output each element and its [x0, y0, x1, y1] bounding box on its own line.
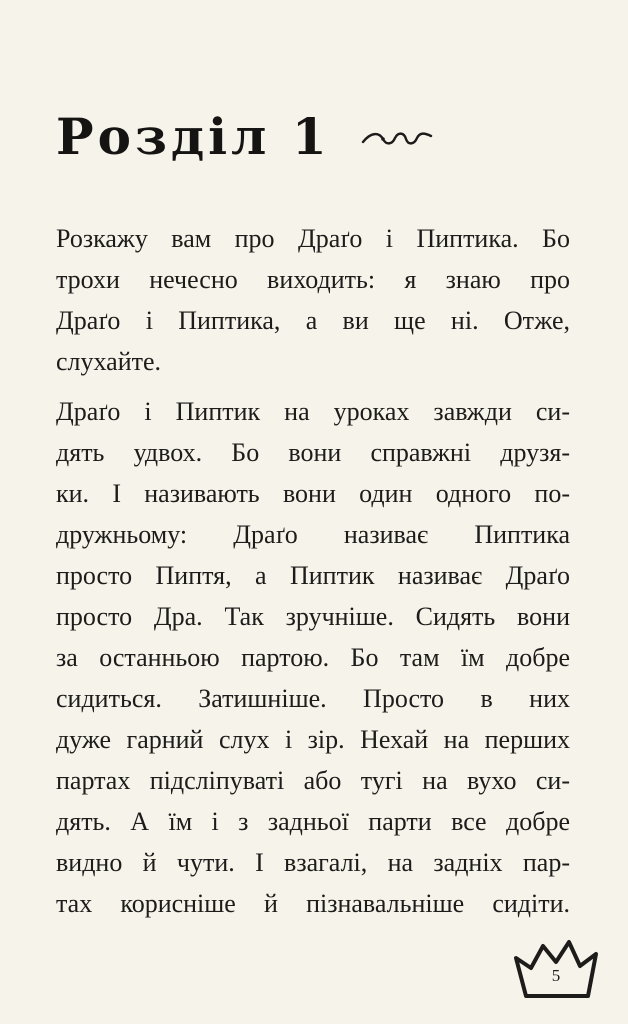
text-line: Драґо і Пиптика, а ви ще ні. Отже, — [56, 306, 570, 335]
page-number-badge — [510, 932, 602, 1002]
text-line: дружньому: Драґо називає Пиптика — [56, 520, 570, 549]
text-line: дять. А їм і з задньої парти все добре — [56, 807, 570, 836]
chapter-title: Розділ 1 — [56, 107, 331, 166]
text-line: партах підсліпуваті або тугі на вухо си- — [56, 766, 570, 795]
page-number: 5 — [551, 966, 561, 985]
text-line: ки. І називають вони один одного по- — [56, 479, 570, 508]
text-line: просто Пиптя, а Пиптик називає Драґо — [56, 561, 570, 590]
paragraph-2 — [56, 391, 570, 924]
flourish-icon — [361, 127, 433, 151]
chapter-heading — [56, 107, 433, 166]
text-line: дять удвох. Бо вони справжні друзя- — [56, 438, 570, 467]
text-line: видно й чути. І взагалі, на задніх пар- — [56, 848, 570, 877]
body-text — [56, 218, 570, 924]
paragraph-1 — [56, 218, 570, 382]
text-line: дуже гарний слух і зір. Нехай на перших — [56, 725, 570, 754]
text-line: за останньою партою. Бо там їм добре — [56, 643, 570, 672]
text-line: Драґо і Пиптик на уроках завжди си- — [56, 397, 570, 426]
text-line: трохи нечесно виходить: я знаю про — [56, 265, 570, 294]
text-line: тах корисніше й пізнавальніше сидіти. — [56, 889, 570, 918]
text-line: слухайте. — [56, 347, 162, 376]
text-line: Розкажу вам про Драґо і Пиптика. Бо — [56, 224, 570, 253]
text-line: сидиться. Затишніше. Просто в них — [56, 684, 570, 713]
text-line: просто Дра. Так зручніше. Сидять вони — [56, 602, 570, 631]
